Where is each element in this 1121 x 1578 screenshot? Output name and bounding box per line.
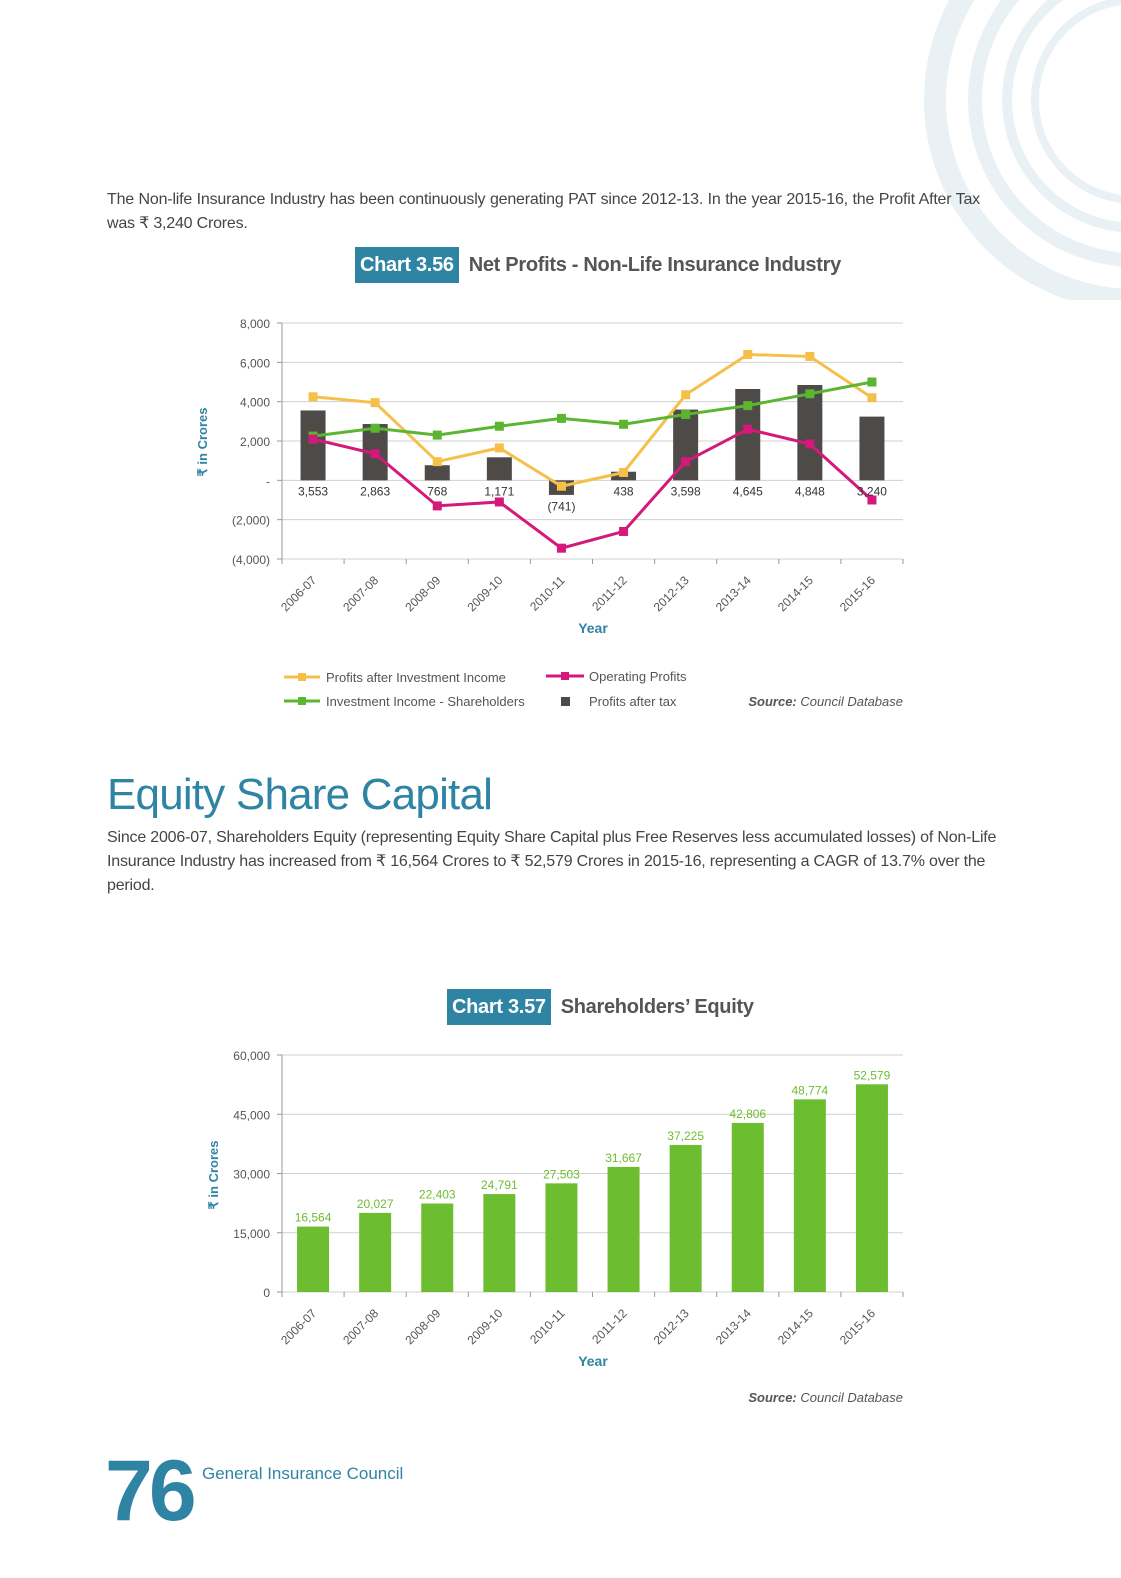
chart-1-x-axis-label: Year [578, 620, 608, 636]
chart-1-ytick-label: 6,000 [239, 356, 270, 371]
chart-2-xtick-label: 2014-15 [774, 1306, 816, 1348]
chart-1-point-operating_profits [495, 497, 504, 506]
chart-1-ytick-label: (4,000) [231, 553, 270, 567]
chart-1-bar-2014-15 [797, 385, 822, 480]
chart-1-ytick-label: 4,000 [239, 395, 270, 410]
chart-2-xtick-label: 2009-10 [464, 1306, 506, 1348]
chart-1-xtick-label: 2014-15 [774, 573, 816, 615]
chart-2-bar-2008-09 [421, 1204, 453, 1292]
chart-1-point-profits_after_investment [867, 393, 876, 402]
chart-1-point-investment_income [433, 431, 442, 440]
chart-2-bar-label: 16,564 [294, 1210, 332, 1225]
chart-1-ytick-label: (2,000) [231, 513, 270, 528]
chart-1-point-operating_profits [433, 501, 442, 510]
chart-2-xtick-label: 2006-07 [278, 1306, 320, 1348]
legend-profits-after-tax: Profits after tax [589, 694, 677, 709]
chart-2-bar-2012-13 [670, 1145, 702, 1292]
chart-1-legend [284, 669, 687, 709]
chart-1-point-profits_after_investment [433, 457, 442, 466]
chart-1-tag: Chart 3.56 [355, 247, 459, 283]
section-title: Equity Share Capital [107, 770, 493, 819]
chart-1-line-operating_profits [313, 429, 872, 548]
chart-2-bar-label: 22,403 [418, 1187, 456, 1202]
chart-2-xtick-label: 2007-08 [340, 1306, 382, 1348]
chart-1-bar-label: 4,645 [732, 484, 763, 499]
chart-2-bar-2007-08 [359, 1213, 391, 1292]
chart-1-point-profits_after_investment [557, 482, 566, 491]
chart-1-bar-label: 4,848 [794, 484, 825, 499]
chart-1-ytick-label: 2,000 [239, 435, 270, 449]
chart-1-point-profits_after_investment [619, 468, 628, 477]
chart-1-xtick-label: 2010-11 [527, 573, 568, 614]
legend-operating-profits: Operating Profits [589, 669, 687, 684]
chart-1-point-profits_after_investment [371, 398, 380, 407]
chart-1-xtick-label: 2012-13 [650, 573, 692, 615]
chart-2-xtick-label: 2013-14 [712, 1306, 754, 1348]
chart-1-bar-2006-07 [301, 410, 326, 480]
chart-1-bar-label: 2,863 [360, 484, 391, 499]
chart-1-point-operating_profits [557, 544, 566, 553]
chart-1-point-investment_income [619, 420, 628, 429]
legend-investment-income: Investment Income - Shareholders [326, 694, 525, 709]
intro-paragraph: The Non-life Insurance Industry has been continuously generating PAT since 2012-13. In the year 2015-16, the Profit After Tax was ₹ 3,240 Crores. [107, 191, 980, 232]
chart-2-bar-label: 37,225 [667, 1128, 705, 1143]
chart-1-point-profits_after_investment [495, 443, 504, 452]
chart-2-bar-2014-15 [794, 1099, 826, 1292]
chart-1-bar-label: 3,598 [670, 484, 701, 499]
chart-2-ytick-label: 45,000 [233, 1108, 270, 1123]
chart-1-bar-2009-10 [487, 457, 512, 480]
section-paragraph: Since 2006-07, Shareholders Equity (representing Equity Share Capital plus Free Reserves less accumulated losses) of Non-Life Insurance Industry has increased from ₹ 16,564 Crores to ₹ 52,579 Crores in 2015-16, representing a CAGR of 13.7% over the period. [107, 829, 997, 894]
chart-1-point-operating_profits [743, 425, 752, 434]
chart-2-heading [447, 989, 754, 1025]
chart-1-point-investment_income [867, 378, 876, 387]
chart-1-heading [355, 247, 841, 283]
chart-1-y-axis-label: ₹ in Crores [195, 407, 210, 477]
chart-2-bar-label: 42,806 [729, 1106, 767, 1121]
chart-1-point-operating_profits [619, 527, 628, 536]
chart-1-xtick-label: 2008-09 [402, 573, 444, 615]
chart-1-point-operating_profits [371, 449, 380, 458]
chart-2-ytick-label: 0 [263, 1286, 270, 1300]
chart-1-bar-label: 3,240 [856, 484, 887, 499]
chart-1-point-investment_income [681, 410, 690, 419]
chart-2-bar-label: 24,791 [480, 1178, 518, 1193]
chart-1-bar-label: 1,171 [484, 484, 515, 499]
chart-1-point-operating_profits [681, 457, 690, 466]
chart-1-bar-2015-16 [859, 417, 884, 481]
chart-2-bar-2009-10 [483, 1194, 515, 1292]
chart-1-title: Net Profits - Non-Life Insurance Industry [468, 253, 841, 276]
chart-2-bar-label: 48,774 [791, 1083, 829, 1098]
chart-1-bar-label: 438 [613, 484, 634, 499]
chart-1-point-profits_after_investment [805, 352, 814, 361]
chart-1-xtick-label: 2007-08 [340, 573, 382, 615]
chart-2-bar-label: 20,027 [356, 1196, 394, 1211]
chart-2-bar-label: 27,503 [543, 1167, 580, 1182]
chart-1-point-operating_profits [309, 435, 318, 444]
page-number: 76 [105, 1443, 193, 1539]
chart-2-bar-2010-11 [545, 1183, 577, 1292]
chart-2-xtick-label: 2015-16 [837, 1306, 879, 1348]
chart-1-point-investment_income [495, 422, 504, 431]
chart-2-xtick-label: 2012-13 [650, 1306, 692, 1348]
chart-1-point-investment_income [743, 401, 752, 410]
chart-1-point-profits_after_investment [681, 390, 690, 399]
chart-2-xtick-label: 2011-12 [589, 1306, 630, 1347]
chart-1-ytick-label: - [266, 474, 270, 489]
chart-1-xtick-label: 2009-10 [464, 573, 506, 615]
chart-2-bar-2011-12 [608, 1167, 640, 1292]
chart-2-ytick-label: 30,000 [233, 1167, 270, 1182]
chart-1-line-investment_income [313, 382, 872, 436]
chart-1-bar-label: (741) [547, 499, 576, 514]
chart-2-xtick-label: 2008-09 [402, 1306, 444, 1348]
chart-1-xtick-label: 2015-16 [837, 573, 879, 615]
legend-profits-after-investment: Profits after Investment Income [326, 670, 506, 685]
chart-2-xtick-label: 2010-11 [527, 1306, 568, 1347]
chart-2-x-axis-label: Year [578, 1353, 608, 1369]
chart-1-bar-2008-09 [425, 465, 450, 480]
chart-1-point-profits_after_investment [309, 392, 318, 401]
chart-1-xtick-label: 2013-14 [712, 573, 754, 615]
chart-1-bar-label: 3,553 [298, 484, 329, 499]
chart-1-point-investment_income [557, 414, 566, 423]
shareholders-equity-chart [0, 1040, 1121, 1420]
chart-1-xtick-label: 2006-07 [278, 573, 320, 615]
chart-1-source: Source: Council Database [748, 694, 903, 709]
chart-2-bar-label: 31,667 [605, 1150, 642, 1165]
chart-2-tag: Chart 3.57 [447, 989, 551, 1025]
chart-2-bar-label: 52,579 [853, 1068, 891, 1083]
chart-1-point-operating_profits [805, 439, 814, 448]
chart-1-ytick-label: 8,000 [239, 317, 270, 331]
chart-2-bar-2006-07 [297, 1227, 329, 1292]
chart-2-y-axis-label: ₹ in Crores [206, 1140, 221, 1210]
chart-1-bar-label: 768 [427, 484, 448, 499]
chart-2-source: Source: Council Database [748, 1390, 903, 1405]
chart-1-point-investment_income [371, 424, 380, 433]
chart-1-point-profits_after_investment [743, 350, 752, 359]
chart-2-bar-2015-16 [856, 1084, 888, 1292]
chart-1-point-investment_income [805, 389, 814, 398]
net-profits-chart [0, 300, 1121, 770]
chart-1-xtick-label: 2011-12 [589, 573, 630, 614]
chart-2-ytick-label: 60,000 [233, 1049, 270, 1063]
chart-2-title: Shareholders’ Equity [560, 995, 754, 1018]
chart-2-ytick-label: 15,000 [233, 1226, 270, 1241]
chart-2-bar-2013-14 [732, 1123, 764, 1292]
publisher-name: General Insurance Council [202, 1464, 404, 1483]
